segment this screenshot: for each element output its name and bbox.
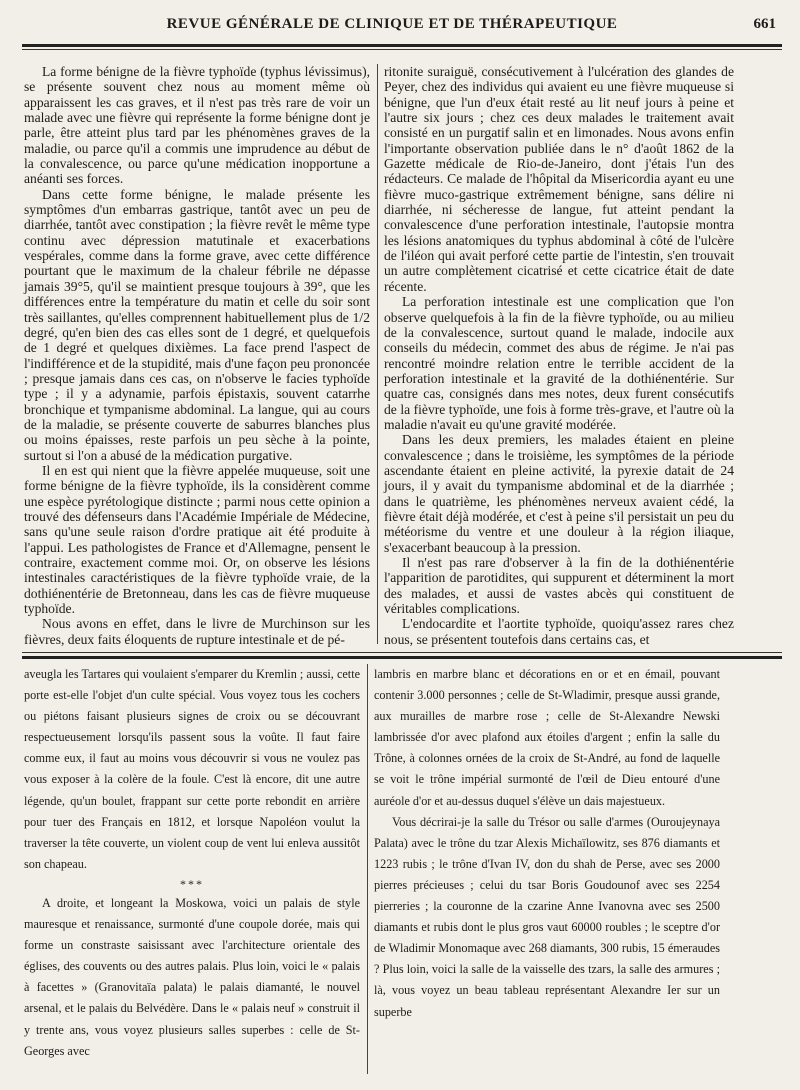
page-header	[22, 14, 782, 40]
feuilleton-paragraph: aveugla les Tartares qui voulaient s'emparer du Kremlin ; aussi, cette porte est-elle l'objet d'un culte spécial. Vous voyez tous les cochers ou piétons faisant plusieurs signes de croix ou se découvrant respectueusement lorsqu'ils passent sous la voûte. Il faut faire comme eux, il faut au moins vous découvrir si vous ne voulez pas vous exposer à la colère de la foule. C'est là encore, dit une autre légende, qu'un boulet, frappant sur cette porte rebondit en arrière pour tuer des Français en 1812, et lorsque Napoléon voulut la traverser la tête couverte, un violent coup de vent lui enleva aussitôt son chapeau.	[24, 667, 360, 871]
header-rule	[22, 44, 782, 47]
article-left-column	[24, 64, 370, 647]
feuilleton-right-column	[374, 664, 720, 1023]
header-rule-thin	[22, 49, 782, 50]
article-paragraph: Dans cette forme bénigne, le malade présente les symptômes d'un embarras gastrique, tantôt avec un peu de diarrhée, tantôt avec constipation ; la fièvre revêt le même type continu avec dépression matutinale et exacerbations vespérales, comme dans la forme grave, avec cette différence pourtant que le maximum de la chaleur fébrile ne dépasse jamais 39°5, qu'il se maintient presque toujours à 39°, que les différences entre la température du matin et celle du soir sont très saillantes, qu'elles comprennent habituellement plus de 1/2 degré, qu'en bien des cas elles sont de 1 degré, et quelquefois de 1 degré et quelques dixièmes. La face prend l'aspect de l'indifférence et de la stupidité, mais d'une façon peu prononcée ; presque jamais dans ces cas, on n'observe le facies typhoïde type ; il y a adynamie, parfois épistaxis, souvent catarrhe bronchique et tympanisme abdominal. La langue, qui au cours de la maladie, se présente couverte de saburres blanches plus ou moins épaisses, reste parfois un peu sèche à la pointe, surtout si l'on a abusé de la médication purgative.	[24, 186, 370, 463]
article-right-column	[384, 64, 734, 647]
feuilleton-paragraph: lambris en marbre blanc et décorations en or et en émail, pouvant contenir 3.000 personnes ; celle de St-Wladimir, presque aussi grande, aux murailles de marbre rose ; celle de St-Alexandre Newski lambrissée d'or avec plafond aux étoiles d'argent ; enfin la salle du Trône, à colonnes ornées de la croix de St-André, au fond de laquelle se voit le trône impérial surmonté de l'œil de Dieu entouré d'une auréole d'or et au-dessus duquel s'élève un dais majestueux.	[374, 667, 720, 808]
article-paragraph: Il n'est pas rare d'observer à la fin de la dothiénentérie l'apparition de parotidites, qui suppurent et déterminent la mort des malades, et aussi de vastes abcès qui constituent de véritables complications.	[384, 555, 734, 617]
feuilleton-paragraph: A droite, et longeant la Moskowa, voici un palais de style mauresque et renaissance, surmonté d'une coupole dorée, mais qui forme un constraste saisissant avec l'architecture orientale des églises, des couvents ou des autres palais. Plus loin, voici le « palais à facettes » (Granovitaïa palata) le palais diamanté, le nouvel arsenal, et le palais du Belvédère. Dans le « palais neuf » construit il y trente ans, vous voyez plusieurs salles superbes : celle de St-Georges avec	[24, 895, 360, 1058]
asterism: ***	[180, 876, 204, 891]
article-paragraph: Nous avons en effet, dans le livre de Murchinson sur les fièvres, deux faits éloquents de rupture intestinale et de pé-	[24, 616, 370, 647]
page-number: 661	[753, 16, 776, 32]
article-paragraph: Dans les deux premiers, les malades étaient en pleine convalescence ; dans le troisième, les symptômes de la période ascendante étaient en pleine activité, la pyrexie datait de 24 jours, il y avait du tympanisme abdominal et de la diarrhée ; dans le quatrième, les phénomènes nerveux avaient cédé, la fièvre était déjà modérée, et c'est à peine s'il persistait un peu du météorisme du ventre et une douleur à la région iliaque, s'exacerbant beaucoup à la pression.	[384, 432, 734, 555]
column-divider	[377, 64, 378, 644]
article-paragraph: La forme bénigne de la fièvre typhoïde (typhus lévissimus), se présente souvent chez nous au moment même où apparaissent les cas graves, et il n'est pas très rare de voir un malade avec une fièvre qui représente la forme bénigne dont je parle, être atteint plus tard par les phénomènes graves de la maladie, ou parce qu'il a commis une imprudence au début de la convalescence, ou parce qu'une médication inopportune a anéanti ses forces.	[24, 64, 370, 187]
article-paragraph: ritonite suraiguë, consécutivement à l'ulcération des glandes de Peyer, chez des individus qui avaient eu une fièvre muqueuse si bénigne, que l'un d'eux était resté au lit neuf jours à peine et l'autre six jours ; chez ces deux malades le traitement avait consisté en un purgatif salin et en limonades. Nous avons enfin l'importante observation publiée dans le n° d'août 1862 de la Gazette médicale de Rio-de-Janeiro, dont j'étais l'un des rédacteurs. Ce malade de l'hôpital da Misericordia ayant eu une fièvre muco-gastrique extrêmement bénigne, sans délire ni diarrhée, ni sécheresse de langue, fut atteint pendant la convalescence d'une perforation intestinale, l'autopsie montra les lésions anatomiques du typhus abdominal à côté de l'ulcère de l'iléon qui avait perforé cette partie de l'intestin, s'en trouvait un autre complètement cicatrisé et cette cicatrice était de date récente.	[384, 64, 734, 294]
running-title: REVUE GÉNÉRALE DE CLINIQUE ET DE THÉRAPEUTIQUE	[166, 16, 618, 32]
feuilleton-column-divider	[367, 664, 368, 1074]
feuilleton-left-column	[24, 664, 360, 1062]
feuilleton-rule-top	[22, 652, 782, 653]
article-paragraph: La perforation intestinale est une complication que l'on observe quelquefois à la fin de la fièvre typhoïde, ou au milieu de la convalescence, surtout quand le malade, indocile aux conseils du médecin, commet des abus de régime. Je n'ai pas rencontré moindre relation entre le terrible accident de la perforation intestinale et la gravité de la dothiénentérie. Sur quatre cas, consignés dans mes notes, deux furent consécutifs de la fièvre typhoïde, une fois à forme très-grave, et l'autre où la maladie n'avait eu qu'une gravité modérée.	[384, 294, 734, 432]
feuilleton-rule	[22, 656, 782, 659]
article-paragraph: L'endocardite et l'aortite typhoïde, quoiqu'assez rares chez nous, se présentent toutefois dans certains cas, et	[384, 616, 734, 647]
article-paragraph: Il en est qui nient que la fièvre appelée muqueuse, soit une forme bénigne de la fièvre typhoïde, ils la considèrent comme une espèce pyrétologique distincte ; parmi nous cette opinion a trouvé des défenseurs dans l'Académie Impériale de Médecine, sans qu'une seule raison d'ordre pratique ait été produite à l'appui. Les pathologistes de France et d'Allemagne, pensent le contraire, exactement comme moi. Or, on observe les lésions intestinales caractéristiques de la fièvre typhoïde vraie, de la dothiénentérie de Bretonneau, dans les cas de fièvre muqueuse typhoïde.	[24, 462, 370, 617]
feuilleton-paragraph: Vous décrirai-je la salle du Trésor ou salle d'armes (Ouroujeynaya Palata) avec le trône du tzar Alexis Michaïlowitz, ses 876 diamants et 1223 rubis ; le trône d'Ivan IV, don du shah de Perse, avec ses 2000 pierres précieuses ; celui du tsar Boris Goudounof avec ses 2254 pierreries ; la couronne de la czarine Anne Ivanovna avec ses 2500 diamants et rubis dont le plus gros vaut 60000 roubles ; le sceptre d'or de Wladimir Monomaque avec 268 diamants, 300 rubis, 15 émeraudes ? Plus loin, voici la salle de la vaisselle des tzars, la salle des armures ; là, vous voyez un beau tableau représentant Alexandre Ier sur un superbe	[374, 814, 720, 1019]
